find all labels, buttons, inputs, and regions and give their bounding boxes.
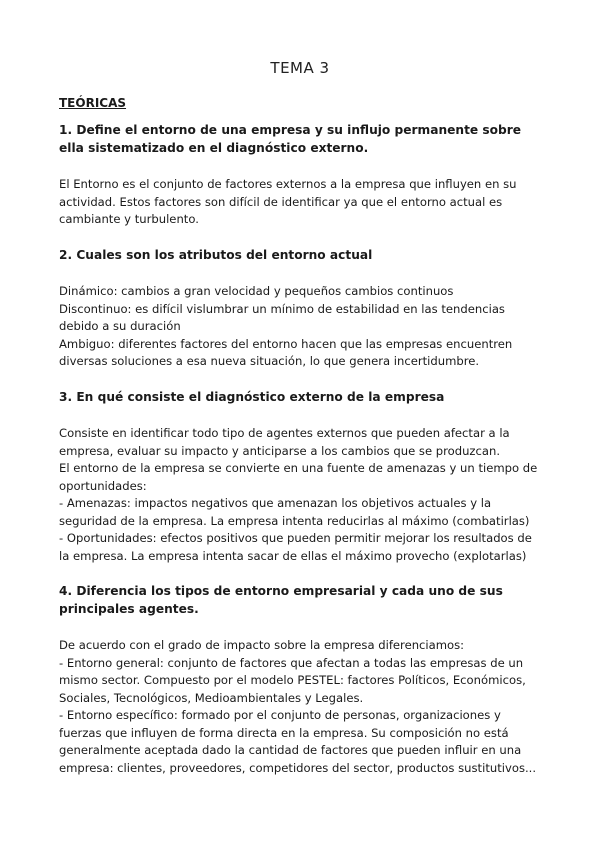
answer-2-line: Discontinuo: es difícil vislumbrar un mínimo de estabilidad en las tendencias debido a su duración (59, 301, 505, 333)
answer-4-line: - Entorno general: conjunto de factores que afectan a todas las empresas de un mismo sector. Compuesto por el modelo PESTEL: factores Políticos, Económicos, Sociales, Tecnológicos, Medioambientales y Legales. (59, 655, 526, 705)
answer-3-line: - Oportunidades: efectos positivos que pueden permitir mejorar los resultados de la empresa. La empresa intenta sacar de ellas el máximo provecho (explotarlas) (59, 531, 532, 563)
answer-4-line: De acuerdo con el grado de impacto sobre la empresa diferenciamos: (59, 638, 465, 652)
answer-3-line: - Amenazas: impactos negativos que amenazan los objetivos actuales y la seguridad de la empresa. La empresa intenta reducirlas al máximo (combatirlas) (59, 496, 530, 528)
answer-3-line: El entorno de la empresa se convierte en una fuente de amenazas y un tiempo de oportunidades: (59, 461, 538, 493)
question-1-heading: 1. Define el entorno de una empresa y su influjo permanente sobre ella sistematizado en el diagnóstico externo. (59, 123, 522, 155)
answer-3-line: Consiste en identificar todo tipo de agentes externos que pueden afectar a la empresa, evaluar su impacto y anticiparse a los cambios que se produzcan. (59, 426, 510, 458)
answer-1-text: El Entorno es el conjunto de factores externos a la empresa que influyen en su actividad. Estos factores son difícil de identificar ya que el entorno actual es cambiante y turbulento. (59, 177, 517, 226)
answer-4 (59, 637, 545, 777)
answer-1 (59, 176, 545, 229)
question-2-heading: 2. Cuales son los atributos del entorno actual (59, 247, 373, 262)
question-3-heading: 3. En qué consiste el diagnóstico externo de la empresa (59, 389, 445, 404)
section-heading: TEÓRICAS (59, 96, 127, 110)
question-4-heading: 4. Diferencia los tipos de entorno empresarial y cada uno de sus principales agentes. (59, 584, 503, 616)
page-title: TEMA 3 (270, 59, 330, 77)
answer-2-line: Ambiguo: diferentes factores del entorno hacen que las empresas encuentren diversas soluciones a esa nueva situación, lo que genera incertidumbre. (59, 336, 513, 368)
answer-4-line: - Entorno específico: formado por el conjunto de personas, organizaciones y fuerzas que influyen de forma directa en la empresa. Su composición no está generalmente aceptada dado la cantidad de factores que pueden influir en una empresa: clientes, proveedores, competidores del sector, productos sustitutivos... (59, 708, 537, 775)
answer-2 (59, 283, 545, 371)
document-body (59, 122, 545, 795)
answer-2-line: Dinámico: cambios a gran velocidad y pequeños cambios continuos (59, 284, 454, 298)
answer-3 (59, 425, 545, 565)
